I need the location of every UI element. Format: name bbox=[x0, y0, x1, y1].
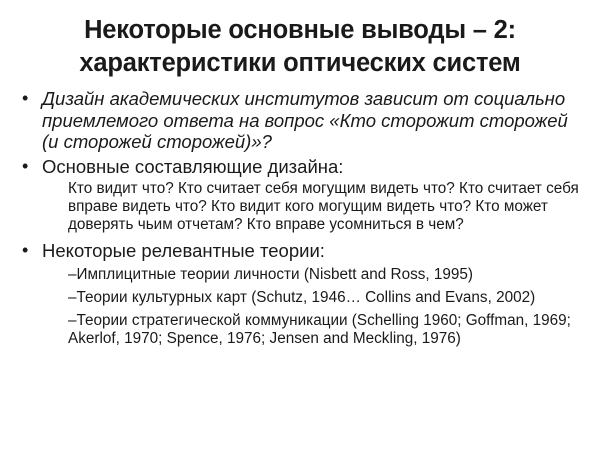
bullet-design-question bbox=[20, 88, 580, 153]
bullet-dot-icon: • bbox=[22, 155, 29, 176]
theory-item: –Теории культурных карт (Schutz, 1946… Collins and Evans, 2002) bbox=[68, 288, 536, 306]
design-components-detail: Кто видит что? Кто считает себя могущим видеть что? Кто считает себя вправе видеть что? Кто видит кого могущим видеть что? Кто может доверять чьим отчетам? Кто вправе усомниться в чем? bbox=[68, 180, 579, 233]
theory-item: –Имплицитные теории личности (Nisbett and Ross, 1995) bbox=[68, 265, 474, 283]
bullet-text: Некоторые релевантные теории: bbox=[42, 240, 325, 261]
bullet-list bbox=[20, 88, 580, 348]
bullet-relevant-theories bbox=[20, 240, 580, 262]
bullet-text: Дизайн академических институтов зависит от социально приемлемого ответа на вопрос «Кто сторожит сторожей (и сторожей сторожей)»? bbox=[42, 88, 568, 152]
bullet-dot-icon: • bbox=[22, 240, 29, 260]
title-line-1: Некоторые основные выводы – 2: bbox=[84, 16, 516, 44]
bullet-text: Основные составляющие дизайна: bbox=[42, 155, 344, 177]
slide-title bbox=[20, 14, 580, 80]
theories-list bbox=[20, 266, 580, 348]
bullet-dot-icon: • bbox=[22, 88, 29, 108]
theory-item: –Теории стратегической коммуникации (Schelling 1960; Goffman, 1969; Akerlof, 1970; Spence, 1976; Jensen and Meckling, 1976) bbox=[68, 311, 571, 347]
bullet-design-components bbox=[20, 156, 580, 178]
title-line-2: характеристики оптических систем bbox=[79, 49, 521, 77]
